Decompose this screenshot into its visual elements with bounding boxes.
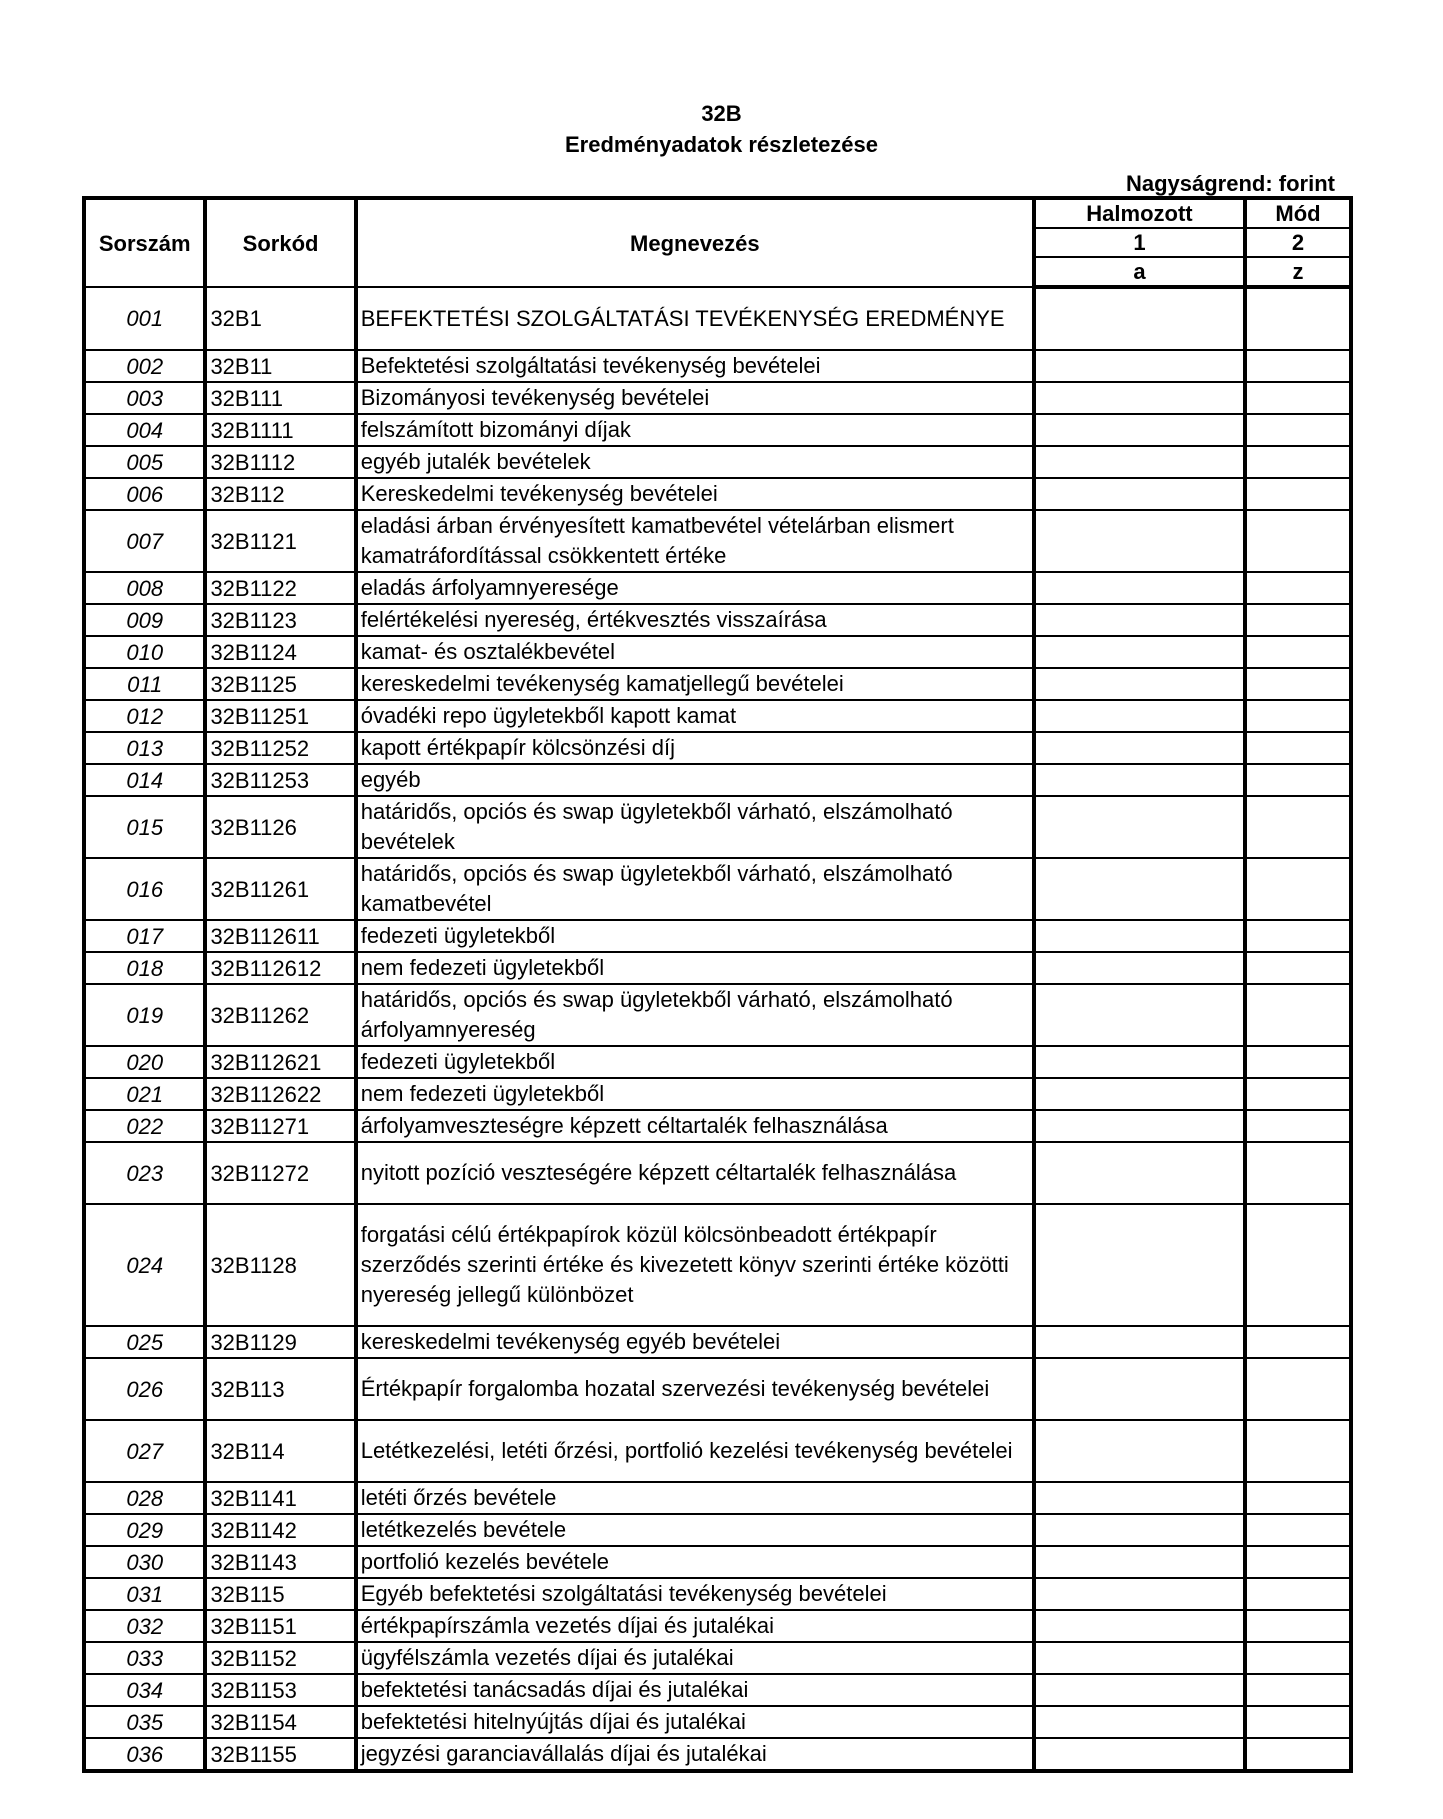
row-sorszam: 008 — [84, 572, 205, 604]
table-row — [84, 572, 1351, 604]
unit-note: Nagyságrend: forint — [1125, 171, 1335, 196]
row-megnevezes: Bizományosi tevékenység bevételei — [356, 382, 1034, 414]
row-mod-value[interactable] — [1245, 952, 1351, 984]
table-row — [84, 636, 1351, 668]
table-row — [84, 1482, 1351, 1514]
row-sorszam: 010 — [84, 636, 205, 668]
row-megnevezes: nyitott pozíció veszteségére képzett céltartalék felhasználása — [356, 1142, 1034, 1204]
table-row — [84, 1738, 1351, 1771]
row-mod-value[interactable] — [1245, 1738, 1351, 1771]
row-sorkod: 32B11252 — [205, 732, 355, 764]
row-sorkod: 32B1121 — [205, 510, 355, 572]
row-mod-value[interactable] — [1245, 287, 1351, 350]
row-sorszam: 027 — [84, 1420, 205, 1482]
row-halmozott-value[interactable] — [1034, 1046, 1245, 1078]
row-sorkod: 32B1126 — [205, 796, 355, 858]
row-sorkod: 32B1123 — [205, 604, 355, 636]
row-mod-value[interactable] — [1245, 1358, 1351, 1420]
row-megnevezes: kamat- és osztalékbevétel — [356, 636, 1034, 668]
table-header — [84, 198, 1351, 287]
row-halmozott-value[interactable] — [1034, 858, 1245, 920]
row-mod-value[interactable] — [1245, 350, 1351, 382]
row-megnevezes: határidős, opciós és swap ügyletekből várható, elszámolható kamatbevétel — [356, 858, 1034, 920]
row-mod-value[interactable] — [1245, 1674, 1351, 1706]
header-sorkod: Sorkód — [205, 198, 355, 287]
row-sorkod: 32B1151 — [205, 1610, 355, 1642]
table-row — [84, 382, 1351, 414]
table-row — [84, 350, 1351, 382]
row-sorszam: 033 — [84, 1642, 205, 1674]
row-megnevezes: BEFEKTETÉSI SZOLGÁLTATÁSI TEVÉKENYSÉG EREDMÉNYE — [356, 287, 1034, 350]
row-mod-value[interactable] — [1245, 572, 1351, 604]
row-sorszam: 035 — [84, 1706, 205, 1738]
row-sorszam: 031 — [84, 1578, 205, 1610]
row-halmozott-value[interactable] — [1034, 1674, 1245, 1706]
row-sorkod: 32B113 — [205, 1358, 355, 1420]
table-row — [84, 764, 1351, 796]
row-sorszam: 022 — [84, 1110, 205, 1142]
row-sorkod: 32B1111 — [205, 414, 355, 446]
row-halmozott-value[interactable] — [1034, 952, 1245, 984]
row-halmozott-value[interactable] — [1034, 604, 1245, 636]
row-sorkod: 32B114 — [205, 1420, 355, 1482]
row-mod-value[interactable] — [1245, 1046, 1351, 1078]
row-sorkod: 32B11253 — [205, 764, 355, 796]
table-body — [84, 287, 1351, 1771]
row-halmozott-value[interactable] — [1034, 350, 1245, 382]
row-mod-value[interactable] — [1245, 510, 1351, 572]
table-row — [84, 858, 1351, 920]
row-mod-value[interactable] — [1245, 1514, 1351, 1546]
row-halmozott-value[interactable] — [1034, 287, 1245, 350]
row-sorkod: 32B11271 — [205, 1110, 355, 1142]
row-megnevezes: egyéb — [356, 764, 1034, 796]
table-row — [84, 1358, 1351, 1420]
row-halmozott-value[interactable] — [1034, 1420, 1245, 1482]
table-row — [84, 1204, 1351, 1326]
row-mod-value[interactable] — [1245, 1642, 1351, 1674]
row-sorszam: 006 — [84, 478, 205, 510]
row-halmozott-value[interactable] — [1034, 382, 1245, 414]
row-mod-value[interactable] — [1245, 478, 1351, 510]
row-sorkod: 32B11251 — [205, 700, 355, 732]
row-sorszam: 004 — [84, 414, 205, 446]
table-row — [84, 1706, 1351, 1738]
table-row — [84, 1674, 1351, 1706]
row-sorszam: 002 — [84, 350, 205, 382]
row-megnevezes: nem fedezeti ügyletekből — [356, 952, 1034, 984]
header-sorszam: Sorszám — [84, 198, 205, 287]
row-sorkod: 32B1124 — [205, 636, 355, 668]
row-megnevezes: forgatási célú értékpapírok közül kölcsönbeadott értékpapír szerződés szerinti értéke és kivezetett könyv szerinti értéke közötti nyereség jellegű különbözet — [356, 1204, 1034, 1326]
row-sorszam: 003 — [84, 382, 205, 414]
row-megnevezes: Kereskedelmi tevékenység bevételei — [356, 478, 1034, 510]
row-megnevezes: eladási árban érvényesített kamatbevétel vételárban elismert kamatráfordítással csökkentett értéke — [356, 510, 1034, 572]
row-halmozott-value[interactable] — [1034, 1482, 1245, 1514]
row-mod-value[interactable] — [1245, 1326, 1351, 1358]
row-megnevezes: árfolyamveszteségre képzett céltartalék felhasználása — [356, 1110, 1034, 1142]
row-sorszam: 011 — [84, 668, 205, 700]
row-halmozott-value[interactable] — [1034, 1706, 1245, 1738]
row-mod-value[interactable] — [1245, 1204, 1351, 1326]
row-sorkod: 32B1142 — [205, 1514, 355, 1546]
table-row — [84, 796, 1351, 858]
row-mod-value[interactable] — [1245, 984, 1351, 1046]
row-megnevezes: felszámított bizományi díjak — [356, 414, 1034, 446]
row-mod-value[interactable] — [1245, 858, 1351, 920]
row-halmozott-value[interactable] — [1034, 510, 1245, 572]
row-megnevezes: kapott értékpapír kölcsönzési díj — [356, 732, 1034, 764]
row-mod-value[interactable] — [1245, 1420, 1351, 1482]
row-mod-value[interactable] — [1245, 1110, 1351, 1142]
table-row — [84, 478, 1351, 510]
row-sorszam: 016 — [84, 858, 205, 920]
row-sorkod: 32B112622 — [205, 1078, 355, 1110]
table-row — [84, 604, 1351, 636]
row-sorszam: 007 — [84, 510, 205, 572]
row-mod-value[interactable] — [1245, 1546, 1351, 1578]
row-sorszam: 036 — [84, 1738, 205, 1771]
row-sorkod: 32B1154 — [205, 1706, 355, 1738]
row-mod-value[interactable] — [1245, 382, 1351, 414]
row-halmozott-value[interactable] — [1034, 1204, 1245, 1326]
row-megnevezes: letéti őrzés bevétele — [356, 1482, 1034, 1514]
row-sorszam: 020 — [84, 1046, 205, 1078]
table-row — [84, 700, 1351, 732]
row-megnevezes: befektetési tanácsadás díjai és jutalékai — [356, 1674, 1034, 1706]
row-halmozott-value[interactable] — [1034, 1078, 1245, 1110]
row-mod-value[interactable] — [1245, 796, 1351, 858]
header-halmozott: Halmozott — [1034, 198, 1245, 228]
row-mod-value[interactable] — [1245, 732, 1351, 764]
row-halmozott-value[interactable] — [1034, 796, 1245, 858]
table-row — [84, 984, 1351, 1046]
row-mod-value[interactable] — [1245, 414, 1351, 446]
row-sorszam: 013 — [84, 732, 205, 764]
form-title: Eredményadatok részletezése — [564, 132, 879, 157]
row-halmozott-value[interactable] — [1034, 1358, 1245, 1420]
row-halmozott-value[interactable] — [1034, 764, 1245, 796]
row-sorszam: 021 — [84, 1078, 205, 1110]
table-row — [84, 510, 1351, 572]
form-title-block — [0, 98, 1443, 160]
table-row — [84, 1110, 1351, 1142]
row-megnevezes: portfolió kezelés bevétele — [356, 1546, 1034, 1578]
row-sorszam: 024 — [84, 1204, 205, 1326]
row-sorszam: 009 — [84, 604, 205, 636]
row-mod-value[interactable] — [1245, 1610, 1351, 1642]
row-megnevezes: Egyéb befektetési szolgáltatási tevékenység bevételei — [356, 1578, 1034, 1610]
row-megnevezes: eladás árfolyamnyeresége — [356, 572, 1034, 604]
row-megnevezes: ügyfélszámla vezetés díjai és jutalékai — [356, 1642, 1034, 1674]
row-mod-value[interactable] — [1245, 1142, 1351, 1204]
row-megnevezes: Letétkezelési, letéti őrzési, portfolió kezelési tevékenység bevételei — [356, 1420, 1034, 1482]
header-mod-code: z — [1245, 257, 1351, 287]
row-megnevezes: Értékpapír forgalomba hozatal szervezési tevékenység bevételei — [356, 1358, 1034, 1420]
row-sorkod: 32B1153 — [205, 1674, 355, 1706]
table-row — [84, 1610, 1351, 1642]
table-row — [84, 414, 1351, 446]
header-megnevezes: Megnevezés — [356, 198, 1034, 287]
row-sorkod: 32B1143 — [205, 1546, 355, 1578]
row-mod-value[interactable] — [1245, 446, 1351, 478]
row-sorszam: 028 — [84, 1482, 205, 1514]
row-halmozott-value[interactable] — [1034, 414, 1245, 446]
row-sorszam: 015 — [84, 796, 205, 858]
header-mod: Mód — [1245, 198, 1351, 228]
report-table — [82, 196, 1353, 1773]
row-sorszam: 019 — [84, 984, 205, 1046]
row-mod-value[interactable] — [1245, 764, 1351, 796]
row-megnevezes: fedezeti ügyletekből — [356, 920, 1034, 952]
row-halmozott-value[interactable] — [1034, 1110, 1245, 1142]
row-megnevezes: óvadéki repo ügyletekből kapott kamat — [356, 700, 1034, 732]
row-megnevezes: határidős, opciós és swap ügyletekből várható, elszámolható bevételek — [356, 796, 1034, 858]
row-megnevezes: kereskedelmi tevékenység egyéb bevételei — [356, 1326, 1034, 1358]
row-sorkod: 32B1 — [205, 287, 355, 350]
table-row — [84, 732, 1351, 764]
table-row — [84, 1326, 1351, 1358]
table-row — [84, 1514, 1351, 1546]
row-mod-value[interactable] — [1245, 636, 1351, 668]
row-megnevezes: befektetési hitelnyújtás díjai és jutalékai — [356, 1706, 1034, 1738]
header-halmozott-number: 1 — [1034, 228, 1245, 257]
row-halmozott-value[interactable] — [1034, 984, 1245, 1046]
row-megnevezes: jegyzési garanciavállalás díjai és jutalékai — [356, 1738, 1034, 1771]
row-mod-value[interactable] — [1245, 1482, 1351, 1514]
row-sorszam: 005 — [84, 446, 205, 478]
header-halmozott-code: a — [1034, 257, 1245, 287]
row-mod-value[interactable] — [1245, 1706, 1351, 1738]
row-sorszam: 032 — [84, 1610, 205, 1642]
row-sorkod: 32B1129 — [205, 1326, 355, 1358]
table-row — [84, 1546, 1351, 1578]
row-halmozott-value[interactable] — [1034, 1326, 1245, 1358]
row-sorszam: 023 — [84, 1142, 205, 1204]
row-mod-value[interactable] — [1245, 700, 1351, 732]
row-halmozott-value[interactable] — [1034, 920, 1245, 952]
form-code: 32B — [701, 101, 742, 126]
header-mod-number: 2 — [1245, 228, 1351, 257]
row-sorszam: 034 — [84, 1674, 205, 1706]
row-halmozott-value[interactable] — [1034, 1546, 1245, 1578]
row-sorkod: 32B11 — [205, 350, 355, 382]
row-sorszam: 012 — [84, 700, 205, 732]
row-sorkod: 32B112621 — [205, 1046, 355, 1078]
row-megnevezes: értékpapírszámla vezetés díjai és jutalékai — [356, 1610, 1034, 1642]
table-row — [84, 920, 1351, 952]
row-megnevezes: határidős, opciós és swap ügyletekből várható, elszámolható árfolyamnyereség — [356, 984, 1034, 1046]
row-halmozott-value[interactable] — [1034, 700, 1245, 732]
row-sorkod: 32B112611 — [205, 920, 355, 952]
row-sorkod: 32B115 — [205, 1578, 355, 1610]
row-sorkod: 32B1152 — [205, 1642, 355, 1674]
row-halmozott-value[interactable] — [1034, 1642, 1245, 1674]
row-sorkod: 32B11262 — [205, 984, 355, 1046]
row-halmozott-value[interactable] — [1034, 1578, 1245, 1610]
row-sorkod: 32B112612 — [205, 952, 355, 984]
row-sorkod: 32B11272 — [205, 1142, 355, 1204]
table-row — [84, 952, 1351, 984]
row-sorszam: 030 — [84, 1546, 205, 1578]
table-row — [84, 1420, 1351, 1482]
row-sorkod: 32B11261 — [205, 858, 355, 920]
row-halmozott-value[interactable] — [1034, 636, 1245, 668]
row-sorkod: 32B1122 — [205, 572, 355, 604]
table-row — [84, 1642, 1351, 1674]
row-sorszam: 025 — [84, 1326, 205, 1358]
row-sorszam: 029 — [84, 1514, 205, 1546]
table-row — [84, 446, 1351, 478]
row-sorkod: 32B112 — [205, 478, 355, 510]
table-row — [84, 1578, 1351, 1610]
table-row — [84, 1078, 1351, 1110]
row-megnevezes: letétkezelés bevétele — [356, 1514, 1034, 1546]
row-sorkod: 32B1128 — [205, 1204, 355, 1326]
row-sorkod: 32B1125 — [205, 668, 355, 700]
row-sorszam: 018 — [84, 952, 205, 984]
row-halmozott-value[interactable] — [1034, 1514, 1245, 1546]
row-halmozott-value[interactable] — [1034, 1610, 1245, 1642]
row-sorszam: 026 — [84, 1358, 205, 1420]
row-mod-value[interactable] — [1245, 668, 1351, 700]
row-mod-value[interactable] — [1245, 1078, 1351, 1110]
row-sorkod: 32B1141 — [205, 1482, 355, 1514]
table-row — [84, 1142, 1351, 1204]
row-sorszam: 001 — [84, 287, 205, 350]
row-sorszam: 014 — [84, 764, 205, 796]
row-megnevezes: Befektetési szolgáltatási tevékenység bevételei — [356, 350, 1034, 382]
row-halmozott-value[interactable] — [1034, 446, 1245, 478]
row-halmozott-value[interactable] — [1034, 478, 1245, 510]
table-row — [84, 1046, 1351, 1078]
table-row — [84, 287, 1351, 350]
row-mod-value[interactable] — [1245, 920, 1351, 952]
row-megnevezes: egyéb jutalék bevételek — [356, 446, 1034, 478]
table-row — [84, 668, 1351, 700]
row-sorkod: 32B1155 — [205, 1738, 355, 1771]
row-megnevezes: felértékelési nyereség, értékvesztés visszaírása — [356, 604, 1034, 636]
row-megnevezes: fedezeti ügyletekből — [356, 1046, 1034, 1078]
row-sorkod: 32B111 — [205, 382, 355, 414]
row-sorszam: 017 — [84, 920, 205, 952]
row-halmozott-value[interactable] — [1034, 572, 1245, 604]
row-megnevezes: kereskedelmi tevékenység kamatjellegű bevételei — [356, 668, 1034, 700]
row-mod-value[interactable] — [1245, 1578, 1351, 1610]
row-mod-value[interactable] — [1245, 604, 1351, 636]
row-megnevezes: nem fedezeti ügyletekből — [356, 1078, 1034, 1110]
row-halmozott-value[interactable] — [1034, 732, 1245, 764]
row-halmozott-value[interactable] — [1034, 1738, 1245, 1771]
row-sorkod: 32B1112 — [205, 446, 355, 478]
row-halmozott-value[interactable] — [1034, 1142, 1245, 1204]
row-halmozott-value[interactable] — [1034, 668, 1245, 700]
